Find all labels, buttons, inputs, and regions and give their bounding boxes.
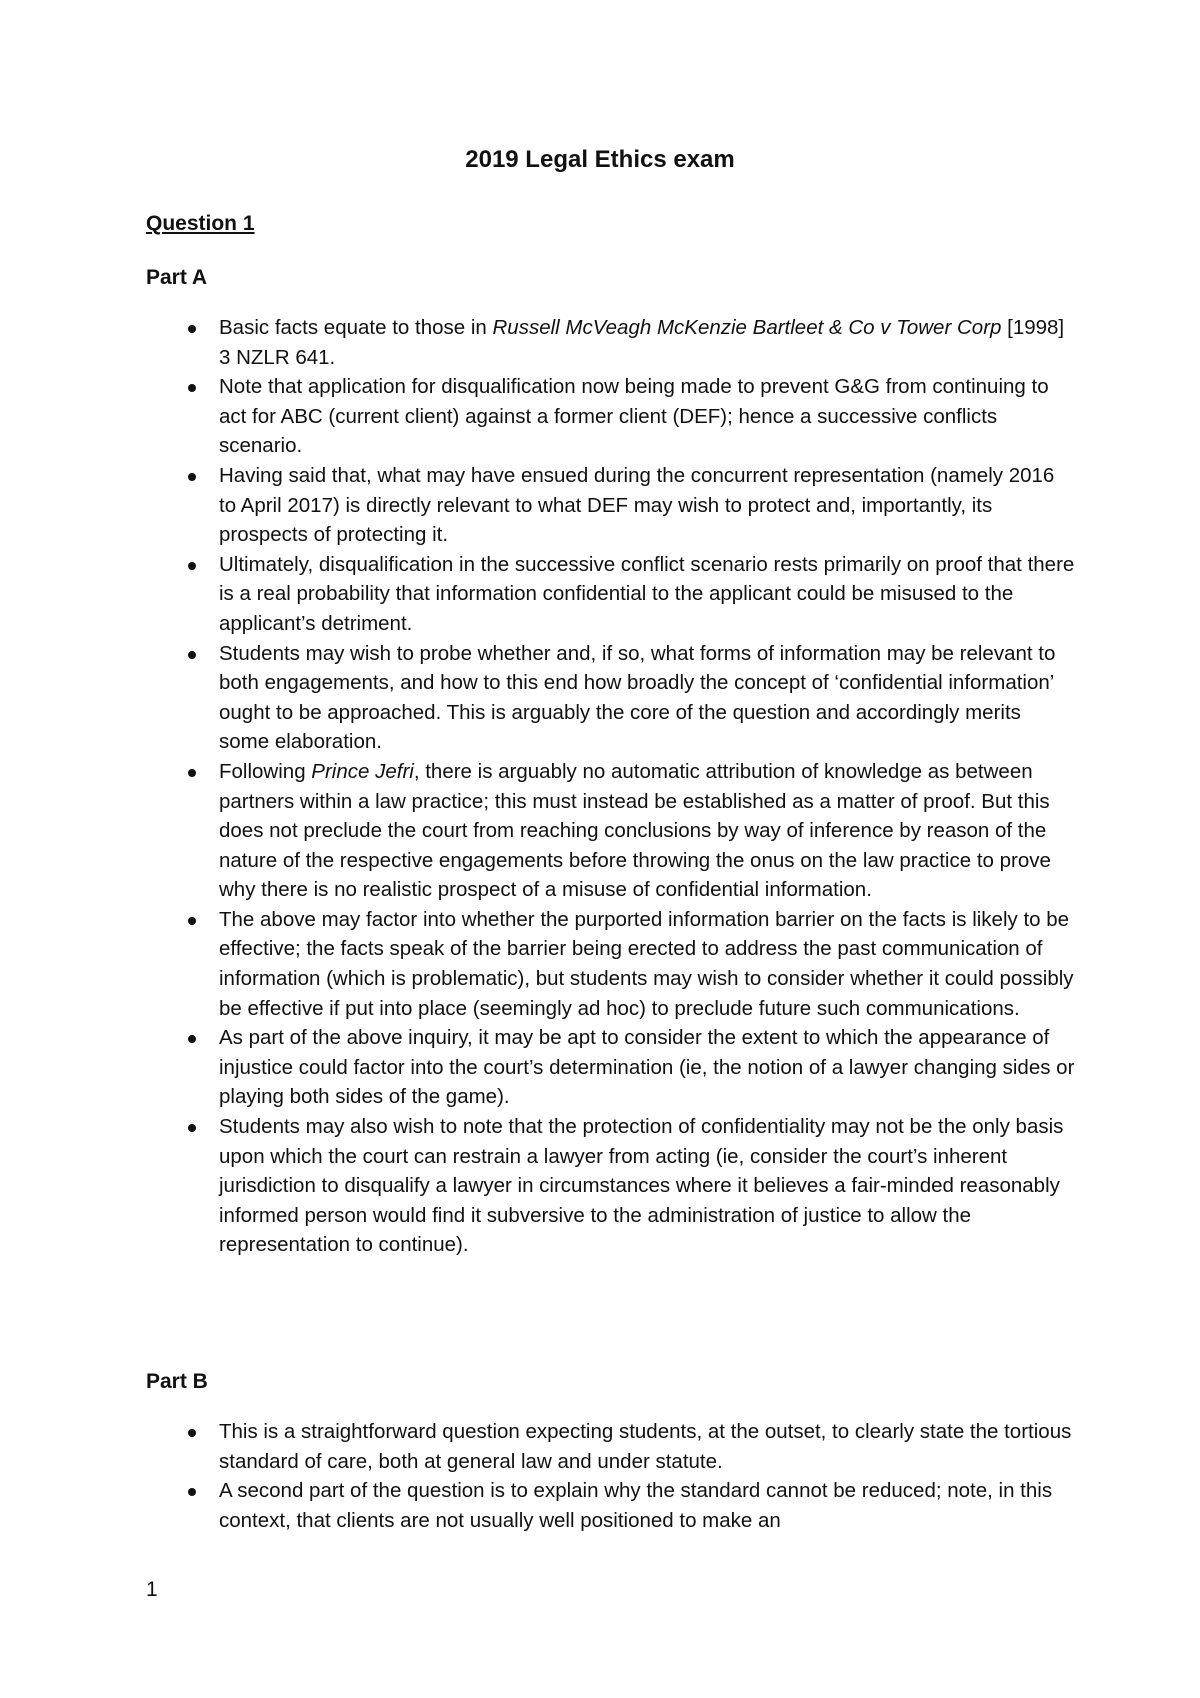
- list-item: [146, 1023, 1076, 1112]
- document-title: 2019 Legal Ethics exam: [465, 146, 735, 173]
- item-text: A second part of the question is to explain why the standard cannot be reduced; note, in this context, that clients are not usually well positioned to make an: [219, 1479, 1053, 1532]
- item-text: The above may factor into whether the purported information barrier on the facts is likely to be effective; the facts speak of the barrier being erected to address the past communication of information (which is problematic), but students may wish to consider whether it could possibly be effective if put into place (seemingly ad hoc) to preclude future such communications.: [219, 907, 1074, 1020]
- bullet-icon: [188, 473, 196, 481]
- part-a-heading: Part A: [146, 266, 208, 289]
- bullet-icon: [188, 769, 196, 777]
- item-text: This is a straightforward question expecting students, at the outset, to clearly state the tortious standard of care, both at general law and under statute.: [219, 1420, 1072, 1473]
- part-a-list: [146, 313, 1076, 1260]
- bullet-icon: [188, 1429, 196, 1437]
- list-item: [146, 1476, 1076, 1535]
- page-number: 1: [146, 1578, 158, 1601]
- bullet-icon: [188, 917, 196, 925]
- bullet-icon: [188, 562, 196, 570]
- list-item: [146, 1112, 1076, 1260]
- list-item: [146, 461, 1076, 550]
- item-text: Basic facts equate to those in: [219, 316, 493, 339]
- item-text: Students may wish to probe whether and, if so, what forms of information may be relevant to both engagements, and how to this end how broadly the concept of ‘confidential information’ ought to be approached. This is arguably the core of the question and accordingly merits some elaboration.: [219, 641, 1056, 754]
- item-text: As part of the above inquiry, it may be apt to consider the extent to which the appearance of injustice could factor into the court’s determination (ie, the notion of a lawyer changing sides or playing both sides of the game).: [219, 1026, 1075, 1109]
- item-text: , there is arguably no automatic attribution of knowledge as between partners within a law practice; this must instead be established as a matter of proof. But this does not preclude the court from reaching conclusions by way of inference by reason of the nature of the respective engagements before throwing the onus on the law practice to prove why there is no realistic prospect of a misuse of confidential information.: [219, 759, 1051, 902]
- list-item: [146, 372, 1076, 461]
- list-item: [146, 639, 1076, 757]
- part-b-list: [146, 1417, 1076, 1535]
- item-text: Students may also wish to note that the protection of confidentiality may not be the only basis upon which the court can restrain a lawyer from acting (ie, consider the court’s inherent jurisdiction to disqualify a lawyer in circumstances where it believes a fair-minded reasonably informed person would find it subversive to the administration of justice to allow the representation to continue).: [219, 1115, 1064, 1257]
- case-name: Russell McVeagh McKenzie Bartleet & Co v Tower Corp: [492, 316, 1002, 339]
- item-text: [1998] 3 NZLR 641.: [219, 316, 1065, 369]
- bullet-icon: [188, 651, 196, 659]
- item-text: Ultimately, disqualification in the successive conflict scenario rests primarily on proof that there is a real probability that information confidential to the applicant could be misused to the applicant’s detriment.: [219, 552, 1075, 635]
- bullet-icon: [188, 325, 196, 333]
- bullet-icon: [188, 1488, 196, 1496]
- list-item: [146, 905, 1076, 1023]
- question-heading: Question 1: [146, 212, 255, 235]
- part-b-heading: Part B: [146, 1370, 208, 1393]
- bullet-icon: [188, 1035, 196, 1043]
- item-text: Following: [219, 759, 312, 783]
- list-item: [146, 1417, 1076, 1476]
- item-text: Having said that, what may have ensued during the concurrent representation (namely 2016 to April 2017) is directly relevant to what DEF may wish to protect and, importantly, its prospects of protecting it.: [219, 463, 1055, 547]
- bullet-icon: [188, 384, 196, 392]
- list-item: [146, 313, 1076, 372]
- item-text: Note that application for disqualification now being made to prevent G&G from continuing to act for ABC (current client) against a former client (DEF); hence a successive conflicts scenario.: [219, 375, 1049, 458]
- list-item: [146, 550, 1076, 639]
- case-name: Prince Jefri: [311, 759, 414, 783]
- list-item: [146, 757, 1076, 905]
- bullet-icon: [188, 1124, 196, 1132]
